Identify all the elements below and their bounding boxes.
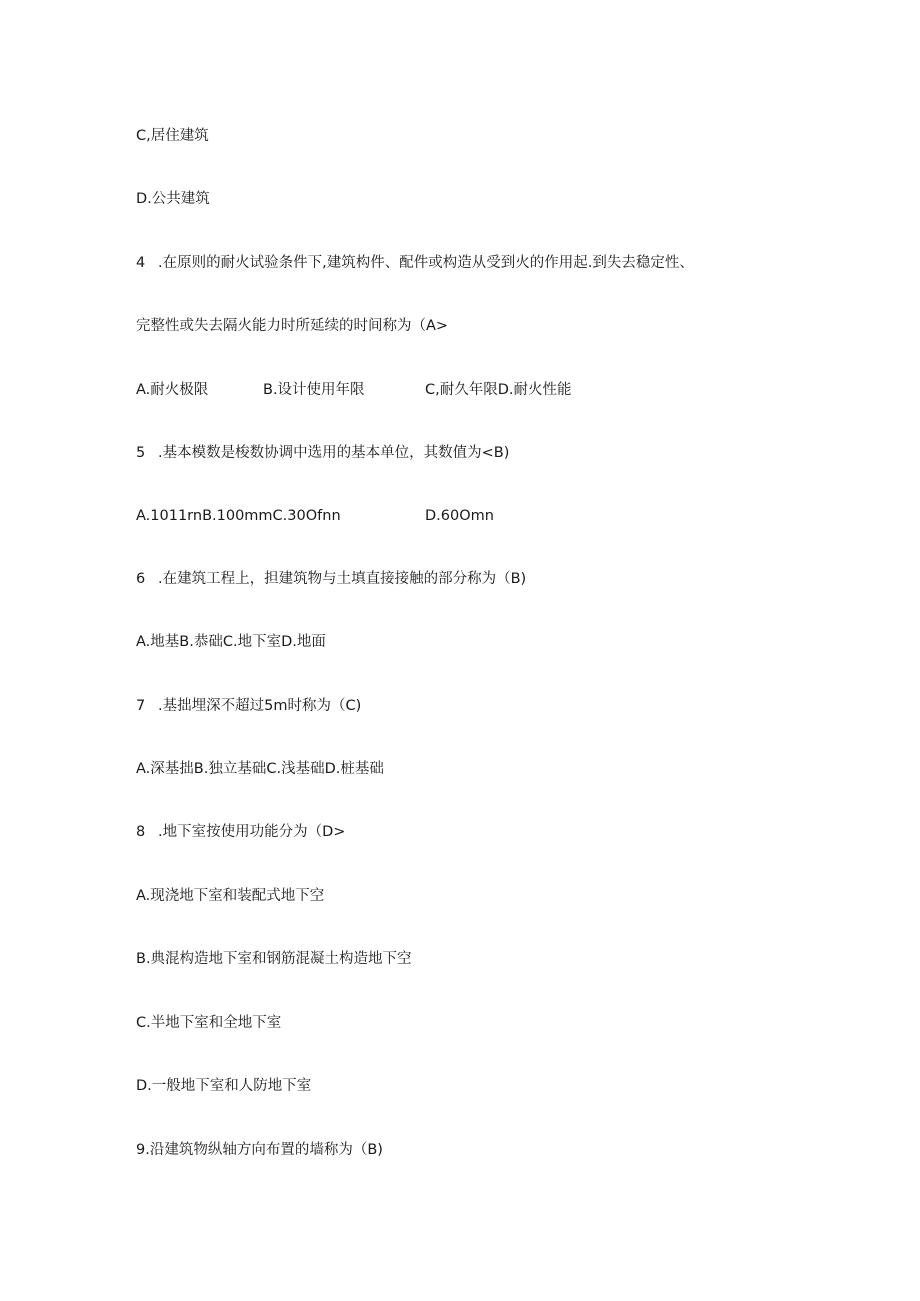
question-9 bbox=[136, 1140, 383, 1160]
question-8-option-b bbox=[136, 949, 412, 969]
option-text: C.半地下室和全地下室 bbox=[136, 1015, 282, 1031]
question-text: .在建筑工程上，担建筑物与土填直接接触的部分称为（B) bbox=[158, 571, 527, 587]
question-4 bbox=[136, 253, 694, 273]
option-c-d: C,耐久年限D.耐火性能 bbox=[425, 382, 572, 398]
option-d-public bbox=[136, 189, 210, 209]
option-text: A.深基拙B.独立基础C.浅基础D.桩基础 bbox=[136, 761, 384, 777]
question-4-continued bbox=[136, 316, 448, 336]
question-8 bbox=[136, 822, 345, 842]
question-number: 4 bbox=[136, 255, 146, 271]
option-c-residential bbox=[136, 126, 209, 146]
question-7-options bbox=[136, 759, 384, 779]
option-text: D.一般地下室和人防地下室 bbox=[136, 1078, 312, 1094]
question-5 bbox=[136, 443, 509, 463]
option-text: D.公共建筑 bbox=[136, 191, 210, 207]
question-8-option-c bbox=[136, 1013, 281, 1033]
option-text: A.现浇地下室和装配式地下空 bbox=[136, 888, 325, 904]
option-b: B.设计使用年限 bbox=[263, 382, 365, 398]
question-6-options bbox=[136, 632, 326, 652]
question-text: .在原则的耐火试验条件下,建筑构件、配件或构造从受到火的作用起.到失去稳定性、 bbox=[158, 255, 694, 271]
question-number: 6 bbox=[136, 571, 146, 587]
option-text: A.地基B.恭础C.地下室D.地面 bbox=[136, 634, 326, 650]
question-8-option-d bbox=[136, 1076, 311, 1096]
question-number: 5 bbox=[136, 445, 146, 461]
option-text: B.典混构造地下室和钢筋混凝土构造地下空 bbox=[136, 951, 412, 967]
option-a: A.耐火极限 bbox=[136, 382, 209, 398]
option-a-b-c: A.1011rnB.100mmC.30Ofnn bbox=[136, 508, 341, 524]
question-5-options bbox=[136, 506, 494, 526]
option-text: C,居住建筑 bbox=[136, 128, 209, 144]
question-8-option-a bbox=[136, 886, 324, 906]
question-text: .基本模数是梭数协调中选用的基本单位，其数值为<B) bbox=[158, 445, 510, 461]
question-text: 9.沿建筑物纵轴方向布置的墙称为（B) bbox=[136, 1142, 383, 1158]
question-text: .地下室按使用功能分为（D> bbox=[158, 824, 346, 840]
question-number: 8 bbox=[136, 824, 146, 840]
question-6 bbox=[136, 569, 526, 589]
question-7 bbox=[136, 696, 361, 716]
question-4-options bbox=[136, 380, 572, 400]
question-number: 7 bbox=[136, 698, 146, 714]
question-text: 完整性或失去隔火能力时所延续的时间称为（A> bbox=[136, 318, 449, 334]
option-d: D.60Omn bbox=[425, 508, 494, 524]
question-text: .基拙埋深不超过5m时称为（C) bbox=[158, 698, 362, 714]
